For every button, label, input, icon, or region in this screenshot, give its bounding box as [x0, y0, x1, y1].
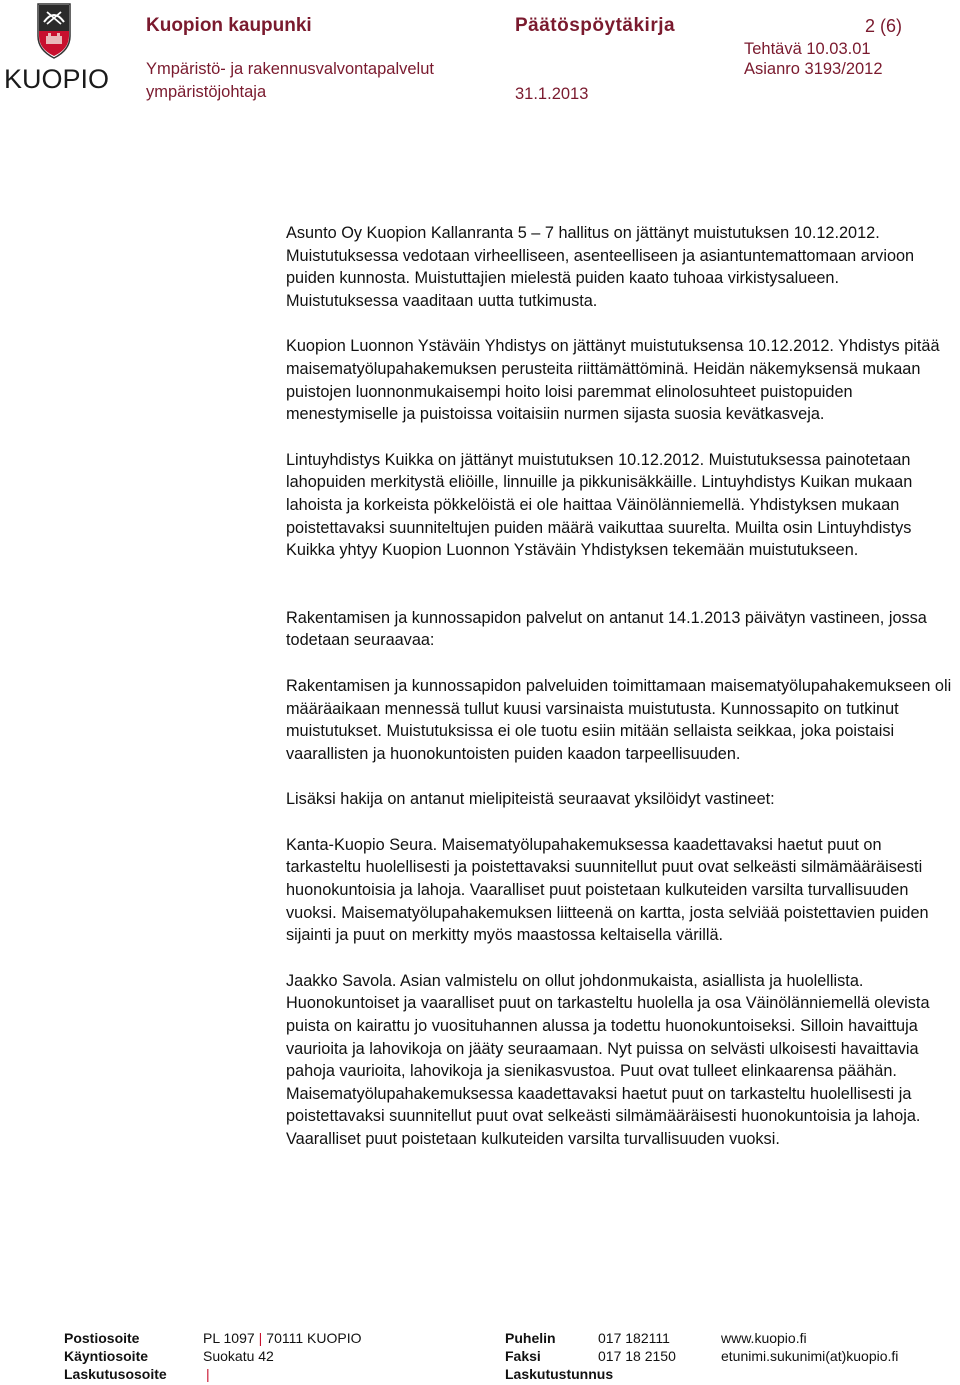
footer-billing-id-label: Laskutustunnus	[505, 1366, 614, 1382]
separator: |	[206, 1366, 210, 1382]
case-number: Asianro 3193/2012	[744, 60, 883, 78]
footer-postal-box: PL 1097	[203, 1330, 255, 1346]
paragraph: Rakentamisen ja kunnossapidon palveluiden toimittamaan maisematyölupahakemukseen oli määräaikaan mennessä tullut kuusi varsinaista muistutusta. Kunnossapito on tutkinut muistutukset. Muistutuksissa ei ole tuotu esiin mitään sellaista seikkaa, joka poistaisi vaarallisten ja huonokuntoisten puiden kaadon tarpeellisuuden.	[286, 676, 952, 763]
kuopio-coat-of-arms-icon	[34, 2, 74, 60]
footer-billing-separator	[206, 1366, 210, 1382]
doc-type: Päätöspöytäkirja	[515, 15, 676, 36]
org-name: Kuopion kaupunki	[146, 15, 312, 36]
task-number: Tehtävä 10.03.01	[744, 40, 871, 58]
footer-postal-label: Postiosoite	[64, 1330, 140, 1346]
footer-visit-address: Suokatu 42	[203, 1348, 274, 1364]
document-body	[286, 222, 954, 1151]
paragraph: Lisäksi hakija on antanut mielipiteistä seuraavat yksilöidyt vastineet:	[286, 790, 775, 809]
paragraph: Jaakko Savola. Asian valmistelu on ollut johdonmukaista, asiallista ja huolellista. Huonokuntoiset ja vaaralliset puut on tarkasteltu huolella ja osa Väinölänniemellä olevista puista on kairattu jo vuosituhannen alussa ja todettu huonokuntoiseksi. Silloin havaittuja vaurioita ja lahovikoja on jääty seuraamaan. Nyt puissa on selvästi ulkoisesti havaittavia pahoja vaurioita, lahovikoja ja sienikasvustoa. Puut ovat tulleet elinkaarensa päähän. Maisematyölupahakemuksessa kaadettavaksi haetut puut on tarkasteltu huolellisesti ja poistettavaksi suunnitellut puut ovat selkeästi silmämääräisesti huonokuntoisia ja lahoja. Vaaralliset puut poistetaan kulkuteiden varsilta turvallisuuden vuoksi.	[286, 971, 930, 1148]
paragraph: Kuopion Luonnon Ystäväin Yhdistys on jättänyt muistutuksensa 10.12.2012. Yhdistys pitää maisematyölupahakemuksen perusteita riittämättöminä. Heidän näkemyksensä mukaan puistojen luonnonmukaisempi hoito loisi paremmat elinolosuhteet puistopuiden menestymiselle ja puistoissa voitaisiin nurmen sijasta suosia kevätkasveja.	[286, 337, 940, 424]
footer-billing-label: Laskutusosoite	[64, 1366, 167, 1382]
footer-email[interactable]: etunimi.sukunimi(at)kuopio.fi	[721, 1348, 899, 1364]
footer-postal-code: 70111 KUOPIO	[266, 1330, 362, 1346]
official-title: ympäristöjohtaja	[146, 83, 267, 101]
logo-text: KUOPIO	[4, 64, 110, 94]
footer-phone-label: Puhelin	[505, 1330, 556, 1346]
paragraph: Lintuyhdistys Kuikka on jättänyt muistutuksen 10.12.2012. Muistutuksessa painotetaan lahopuiden merkitystä eliöille, linnuille ja pikkunisäkkäille. Lintuyhdistys Kuikan mukaan lahoista ja korkeista pökkelöistä ei ole haittaa Väinölänniemellä. Yhdistyksen mukaan poistettavaksi suunniteltujen puiden määrä vaikuttaa suurelta. Muilta osin Lintuyhdistys Kuikka yhtyy Kuopion Luonnon Ystäväin Yhdistyksen tekemään muistutukseen.	[286, 450, 913, 560]
meeting-date: 31.1.2013	[515, 85, 589, 103]
footer-visit-label: Käyntiosoite	[64, 1348, 149, 1364]
paragraph: Asunto Oy Kuopion Kallanranta 5 – 7 hallitus on jättänyt muistutuksen 10.12.2012. Muistutuksessa vedotaan virheelliseen, asenteelliseen ja asiantuntemattomaan arvioon puiden kunnosta. Muistuttajien mielestä puiden kaato tuhoaa virkistysalueen. Muistutuksessa vaaditaan uutta tutkimusta.	[286, 224, 915, 310]
separator: |	[258, 1330, 263, 1346]
paragraph: Kanta-Kuopio Seura. Maisematyölupahakemuksessa kaadettavaksi haetut puut on tarkasteltu huolellisesti ja poistettavaksi suunnitellut puut ovat selkeästi silmämääräisesti huonokuntoisia ja lahoja. Vaaralliset puut poistetaan kulkuteiden varsilta turvallisuuden vuoksi. Maisematyölupahakemuksen liitteenä on kartta, josta selviää poistettavien puiden sijainti ja puut on merkitty myös maastossa keltaisella värillä.	[286, 835, 929, 945]
kuopio-logo	[4, 2, 110, 94]
footer-phone-value: 017 182111	[598, 1330, 670, 1346]
department: Ympäristö- ja rakennusvalvontapalvelut	[146, 60, 434, 78]
footer-website[interactable]: www.kuopio.fi	[721, 1330, 807, 1346]
paragraph: Rakentamisen ja kunnossapidon palvelut on antanut 14.1.2013 päivätyn vastineen, jossa todetaan seuraavaa:	[286, 608, 927, 650]
footer-fax-label: Faksi	[505, 1348, 541, 1364]
footer-fax-value: 017 18 2150	[598, 1348, 676, 1364]
footer-postal-address	[203, 1330, 361, 1346]
page-number: 2 (6)	[865, 16, 903, 36]
